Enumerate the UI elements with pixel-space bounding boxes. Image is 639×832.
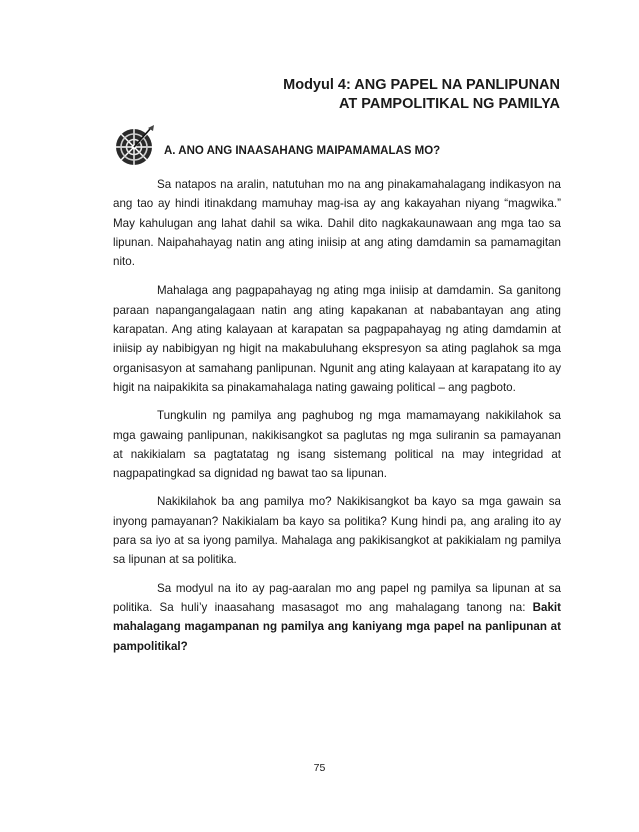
paragraph: Nakikilahok ba ang pamilya mo? Nakikisangkot ba kayo sa mga gawain sa inyong pamayanan? Nakikialam ba kayo sa politika? Kung hindi pa, ang araling ito ay para sa iyo at sa iyong pamilya. Mahalaga ang pakikisangkot at pakikialam ng pamilya sa lipunan at sa politika. xyxy=(113,495,561,567)
module-title xyxy=(160,76,560,114)
body-text xyxy=(113,175,561,665)
paragraph: Tungkulin ng pamilya ang paghubog ng mga mamamayang nakikilahok sa mga gawaing panlipunan, nakikisangkot sa paglutas ng mga suliranin sa pamayanan at nakikialam sa pagtatatag ng isang sistemang political na may integridad at nagpapatingkad sa dignidad ng bawat tao sa lipunan. xyxy=(113,409,561,481)
module-title-line-2: AT PAMPOLITIKAL NG PAMILYA xyxy=(338,96,560,112)
module-title-line-1: Modyul 4: ANG PAPEL NA PANLIPUNAN xyxy=(283,77,560,93)
paragraph: Mahalaga ang pagpapahayag ng ating mga iniisip at damdamin. Sa ganitong paraan napangangalagaan natin ang ating kapakanan at nababantayan ang ating karapatan. Ang ating kalayaan at karapatan sa pagpapahayag ng ating damdamin at iniisip ay nabibigyan ng higit na makabuluhang ekspresyon sa ating paglahok sa mga organisasyon at samahang panlipunan. Ngunit ang ating kalayaan at karapatang ito ay higit na naipakikita sa pinakamahalaga nating gawaing political – ang pagboto. xyxy=(113,284,561,394)
target-icon xyxy=(112,123,156,167)
paragraph-final xyxy=(113,579,561,656)
final-paragraph-text: Sa modyul na ito ay pag-aaralan mo ang papel ng pamilya sa lipunan at sa politika. Sa huli’y inaasahang masasagot mo ang mahalagang tanong na: xyxy=(113,581,561,614)
paragraph: Sa natapos na aralin, natutuhan mo na ang pinakamahalagang indikasyon na ang tao ay hindi itinakdang mamuhay mag-isa ay ang kakayahan niyang “magwika.” May kahulugan ang lahat dahil sa wika. Dahil dito nagkakaunawaan ang mga tao sa lipunan. Naipahahayag natin ang ating iniisip at ang ating damdamin sa pamamagitan nito. xyxy=(113,178,561,269)
key-question: Bakit mahalagang magampanan ng pamilya ang kaniyang mga papel na panlipunan at pampolitikal? xyxy=(113,600,561,653)
page-number: 75 xyxy=(313,762,326,774)
section-heading: A. ANO ANG INAASAHANG MAIPAMAMALAS MO? xyxy=(164,145,441,157)
